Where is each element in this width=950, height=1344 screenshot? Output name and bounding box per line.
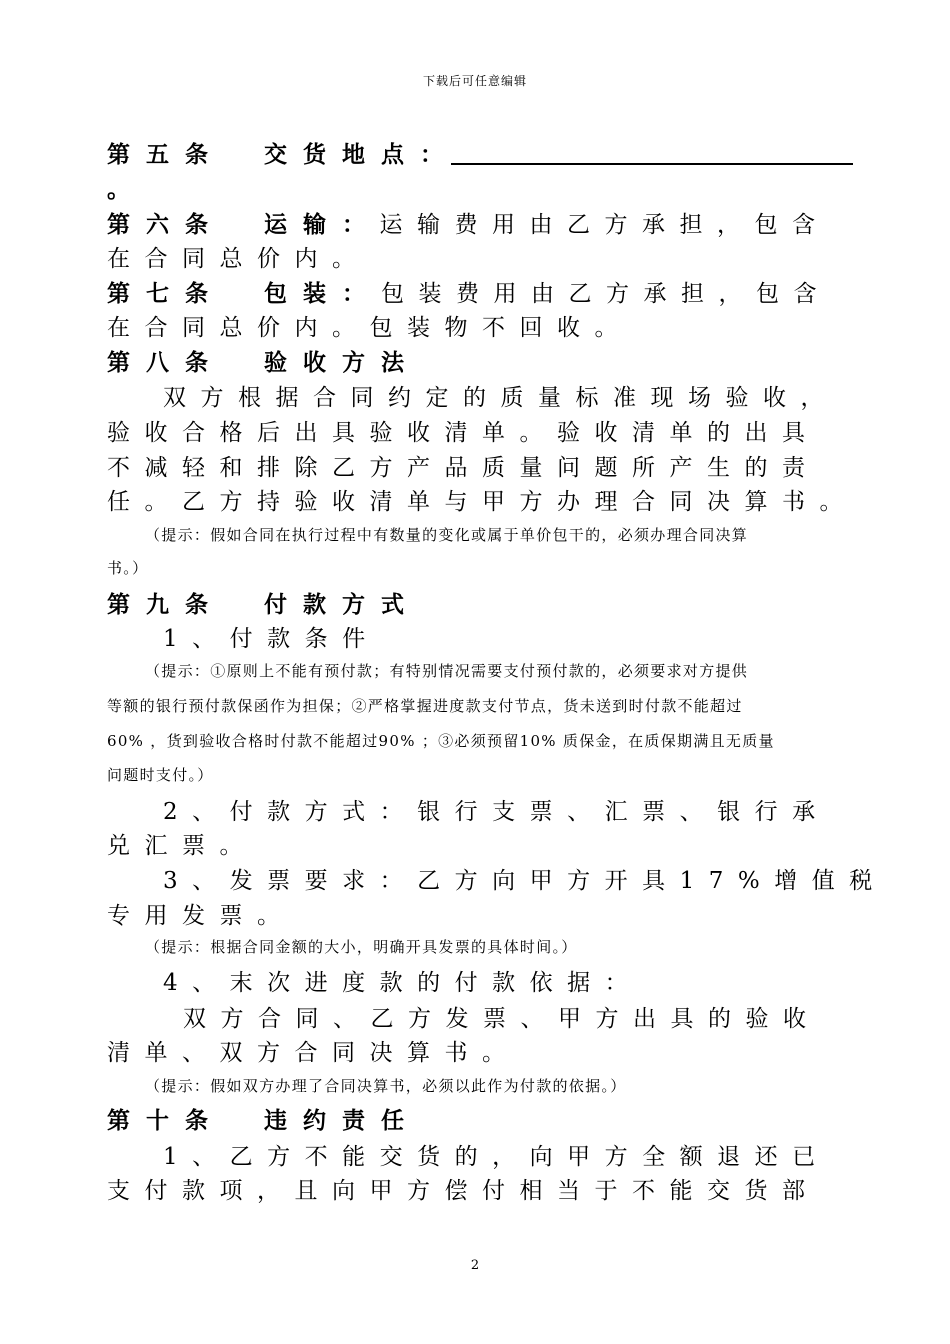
article-6-line1: 第六条 运输：运输费用由乙方承担，包含 <box>107 211 830 238</box>
article-8-para-line4: 任。乙方持验收清单与甲方办理合同决算书。 <box>107 489 857 515</box>
article-10-item1-line2: 支付款项，且向甲方偿付相当于不能交货部 <box>107 1178 820 1204</box>
article-8-heading <box>107 348 420 378</box>
article-5-line <box>107 140 459 170</box>
article-5-end: 。 <box>107 176 130 203</box>
article-9-tip-b: （提示：根据合同金额的大小，明确开具发票的具体时间。） <box>145 938 578 956</box>
article-8-tip-line2: 书。） <box>107 559 149 577</box>
page-number: 2 <box>470 1258 480 1273</box>
article-9-item2-line1: 2、付款方式：银行支票、汇票、银行承 <box>163 799 830 825</box>
article-9-heading <box>107 590 420 620</box>
article-7-line1 <box>107 279 831 309</box>
article-9-item3-line1: 3、发票要求：乙方向甲方开具17%增值税 <box>163 868 887 894</box>
article-7-label: 包装： <box>264 280 381 307</box>
article-10-title: 第十条 <box>107 1107 224 1134</box>
article-8-para-line3: 不减轻和排除乙方产品质量问题所产生的责 <box>107 455 820 481</box>
article-10-heading <box>107 1106 420 1136</box>
article-9-label: 付款方式 <box>264 591 420 618</box>
article-9-item4: 4、末次进度款的付款依据： <box>163 970 643 996</box>
article-9-item4-line2: 清单、双方合同决算书。 <box>107 1040 520 1066</box>
article-8-tip-line1: （提示：假如合同在执行过程中有数量的变化或属于单价包干的，必须办理合同决算 <box>145 526 749 544</box>
article-6-text: 运输费用由乙方承担，包含 <box>379 212 830 238</box>
article-9-tip-a-line3: 60% ，货到验收合格时付款不能超过90% ；③必须预留10% 质保金，在质保期满且无质量 <box>107 732 775 750</box>
article-9-item4-line1: 双方合同、乙方发票、甲方出具的验收 <box>183 1006 821 1032</box>
article-9-tip-c: （提示：假如双方办理了合同决算书，必须以此作为付款的依据。） <box>145 1077 627 1095</box>
delivery-place-blank <box>451 163 853 165</box>
article-8-para-line2: 验收合格后出具验收清单。验收清单的出具 <box>107 420 820 446</box>
article-8-para-line1: 双方根据合同约定的质量标准现场验收， <box>163 385 838 411</box>
article-9-tip-a-line1: （提示：①原则上不能有预付款；有特别情况需要支付预付款的，必须要求对方提供 <box>145 662 749 680</box>
article-9-item1: 1、付款条件 <box>163 626 380 652</box>
article-9-tip-a-line4: 问题时支付。） <box>107 766 214 784</box>
article-6-line2: 在合同总价内。 <box>107 246 370 272</box>
article-7-title: 第七条 <box>107 280 224 307</box>
article-9-item2-line2: 兑汇票。 <box>107 833 257 859</box>
page-header: 下载后可任意编辑 <box>422 74 527 88</box>
article-10-label: 违约责任 <box>264 1107 420 1134</box>
article-6-title: 第六条 <box>107 211 224 238</box>
article-7-text: 包装费用由乙方承担，包含 <box>381 281 831 307</box>
article-9-title: 第九条 <box>107 591 224 618</box>
article-6-label: 运输 <box>264 211 342 238</box>
article-8-label: 验收方法 <box>264 349 420 376</box>
article-7-line2: 在合同总价内。包装物不回收。 <box>107 315 632 341</box>
article-5-label: 交货地点： <box>264 141 459 168</box>
article-10-item1-line1: 1、乙方不能交货的，向甲方全额退还已 <box>163 1144 830 1170</box>
article-9-item3-line2: 专用发票。 <box>107 903 295 929</box>
article-8-title: 第八条 <box>107 349 224 376</box>
article-9-tip-a-line2: 等额的银行预付款保函作为担保；②严格掌握进度款支付节点，货未送到时付款不能超过 <box>107 697 743 715</box>
article-5-title: 第五条 <box>107 141 224 168</box>
